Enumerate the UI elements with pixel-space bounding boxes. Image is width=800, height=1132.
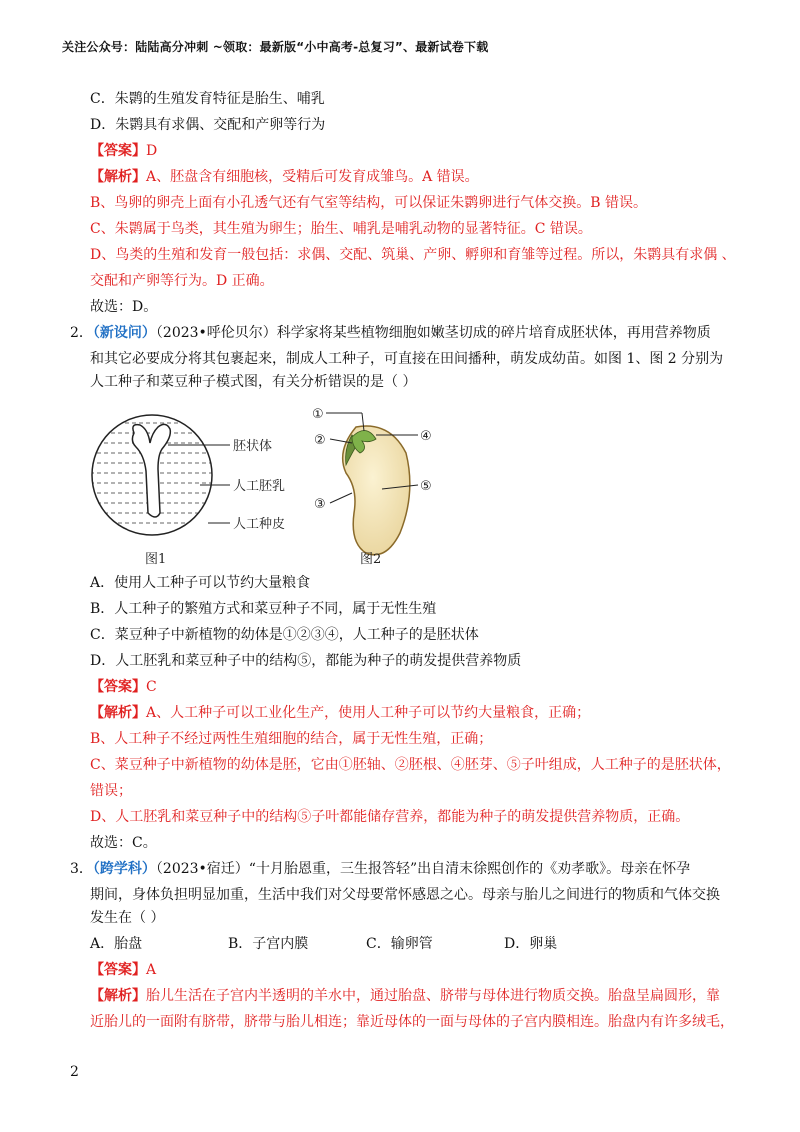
label-artificial-seed-coat: 人工种皮 <box>233 517 286 532</box>
page-header: 关注公众号：陆陆高分冲刺 ~领取：最新版“小中高考-总复习”、最新试卷下载 <box>62 40 489 54</box>
label-artificial-endosperm: 人工胚乳 <box>233 479 286 494</box>
q1-answer <box>90 141 157 161</box>
q2-stem-3: 人工种子和菜豆种子模式图，有关分析错误的是（ ） <box>90 374 417 390</box>
label-embryoid: 胚状体 <box>233 439 273 454</box>
artificial-seed-diagram <box>90 415 285 567</box>
analysis-text: A、人工种子可以工业化生产，使用人工种子可以节约大量粮食，正确； <box>146 705 591 721</box>
analysis-tag: 【解析】 <box>90 169 146 185</box>
q1-option-c: C．朱鹮的生殖发育特征是胎生、哺乳 <box>90 91 325 107</box>
analysis-tag: 【解析】 <box>90 988 146 1004</box>
label-4: ④ <box>420 429 432 444</box>
q1-analysis-1 <box>90 167 479 187</box>
figure-1-caption: 图1 <box>145 552 167 567</box>
q2-analysis-4: 错误； <box>90 783 132 799</box>
question-number: 2． <box>70 325 93 341</box>
label-5: ⑤ <box>420 479 432 494</box>
q1-analysis-5: 交配和产卵等行为。D 正确。 <box>90 273 274 289</box>
question-text: （2023•宿迁）“十月胎恩重，三生报答轻”出自清末徐熙创作的《劝孝歌》。母亲在怀孕 <box>155 861 691 877</box>
q2-stem-2: 和其它必要成分将其包裹起来，制成人工种子，可直接在田间播种，萌发成幼苗。如图 1、图 2 分别为 <box>90 351 724 367</box>
page-number: 2 <box>70 1064 79 1080</box>
q2-analysis-2: B、人工种子不经过两性生殖细胞的结合，属于无性生殖，正确； <box>90 731 493 747</box>
q3-analysis-2: 近胎儿的一面附有脐带，脐带与胎儿相连；靠近母体的一面与母体的子宫内膜相连。胎盘内有许多绒毛， <box>90 1014 734 1030</box>
question-tag: （跨学科） <box>92 861 156 877</box>
q3-stem-3: 发生在（ ） <box>90 910 165 926</box>
answer-value: C <box>146 679 157 695</box>
answer-tag: 【答案】 <box>90 962 146 978</box>
seed-diagrams <box>90 393 470 573</box>
embryoid <box>132 424 170 517</box>
q3-option-c: C．输卵管 <box>366 936 433 952</box>
label-3: ③ <box>314 497 326 512</box>
q3-analysis-1 <box>90 986 720 1006</box>
figure-area <box>90 393 470 573</box>
answer-value: D <box>146 143 158 159</box>
q3-option-d: D．卵巢 <box>504 936 558 952</box>
answer-tag: 【答案】 <box>90 679 146 695</box>
q2-analysis-1 <box>90 703 590 723</box>
q2-option-d: D．人工胚乳和菜豆种子中的结构⑤，都能为种子的萌发提供营养物质 <box>90 653 522 669</box>
q1-analysis-2: B、鸟卵的卵壳上面有小孔透气还有气室等结构，可以保证朱鹮卵进行气体交换。B 错误。 <box>90 195 648 211</box>
q2-conclusion: 故选：C。 <box>90 835 157 851</box>
q3-answer <box>90 960 156 980</box>
q3-option-a: A．胎盘 <box>90 936 143 952</box>
q1-analysis-4: D、鸟类的生殖和发育一般包括：求偶、交配、筑巢、产卵、孵卵和育雏等过程。所以，朱鹮具有求偶 、 <box>90 247 736 263</box>
q2-analysis-5: D、人工胚乳和菜豆种子中的结构⑤子叶都能储存营养，都能为种子的萌发提供营养物质，正确。 <box>90 809 690 825</box>
q2-option-b: B．人工种子的繁殖方式和菜豆种子不同，属于无性生殖 <box>90 601 437 617</box>
analysis-tag: 【解析】 <box>90 705 146 721</box>
q3-option-b: B．子宫内膜 <box>228 936 309 952</box>
q2-answer <box>90 677 157 697</box>
analysis-text: A、胚盘含有细胞核，受精后可发育成雏鸟。A 错误。 <box>146 169 479 185</box>
question-number: 3． <box>70 861 93 877</box>
q1-analysis-3: C、朱鹮属于鸟类，其生殖为卵生；胎生、哺乳是哺乳动物的显著特征。C 错误。 <box>90 221 592 237</box>
answer-value: A <box>146 962 157 978</box>
q2-option-c: C．菜豆种子中新植物的幼体是①②③④，人工种子的是胚状体 <box>90 627 479 643</box>
q2-analysis-3: C、菜豆种子中新植物的幼体是胚，它由①胚轴、②胚根、④胚芽、⑤子叶组成，人工种子的是胚状体， <box>90 757 731 773</box>
q3-stem-1 <box>70 859 690 879</box>
q3-stem-2: 期间，身体负担明显加重，生活中我们对父母要常怀感恩之心。母亲与胎儿之间进行的物质和气体交换 <box>90 887 720 903</box>
q2-option-a: A．使用人工种子可以节约大量粮食 <box>90 575 311 591</box>
question-text: （2023•呼伦贝尔）科学家将某些植物细胞如嫩茎切成的碎片培育成胚状体，再用营养物质 <box>155 325 711 341</box>
q1-option-d: D．朱鹮具有求偶、交配和产卵等行为 <box>90 117 326 133</box>
q2-stem-1 <box>70 323 711 343</box>
figure-2-caption: 图2 <box>360 552 382 567</box>
bean-seed-diagram <box>312 407 432 567</box>
label-2: ② <box>314 433 326 448</box>
question-tag: （新设问） <box>92 325 156 341</box>
answer-tag: 【答案】 <box>90 143 146 159</box>
analysis-text: 胎儿生活在子宫内半透明的羊水中，通过胎盘、脐带与母体进行物质交换。胎盘呈扁圆形，靠 <box>146 988 720 1004</box>
label-1: ① <box>312 407 324 422</box>
q1-conclusion: 故选：D。 <box>90 299 158 315</box>
